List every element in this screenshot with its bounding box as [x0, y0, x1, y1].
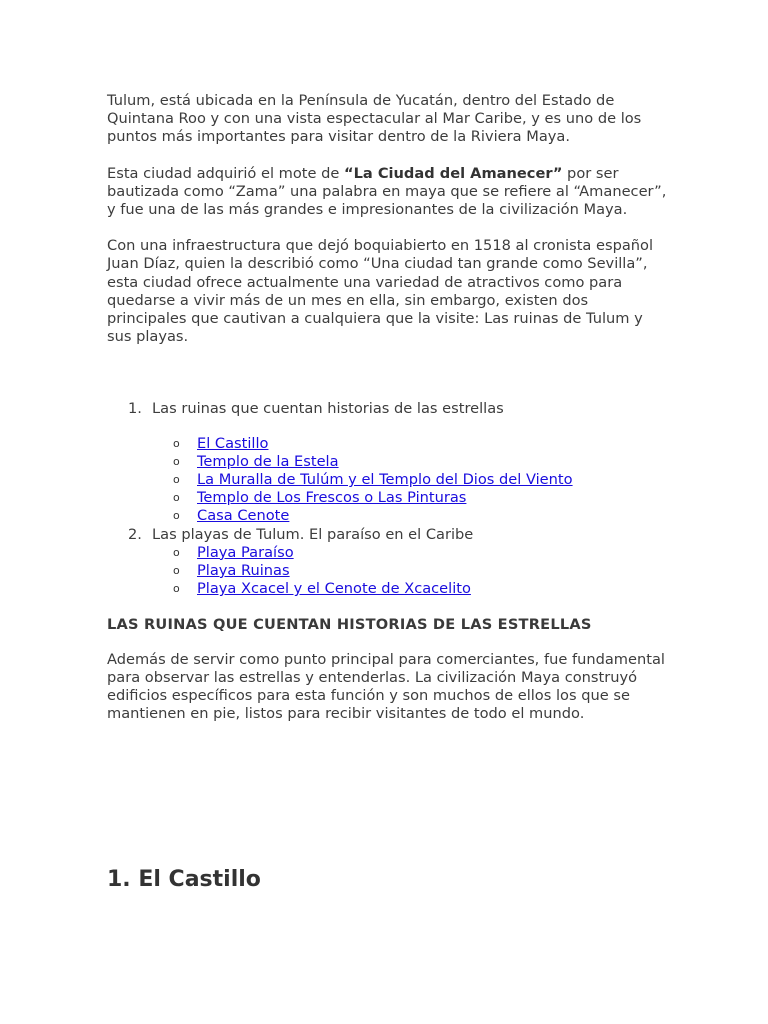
toc-item-1-label: Las ruinas que cuentan historias de las estrellas [152, 400, 504, 418]
intro-p2-end: por ser bautizada como “Zama” una palabra en maya que se refiere al “Amanecer”, y fue una de las más grandes e impresionantes de la civilización Maya. [107, 164, 667, 219]
section-heading: LAS RUINAS QUE CUENTAN HISTORIAS DE LAS ESTRELLAS [107, 616, 592, 634]
section-paragraph: Además de servir como punto principal para comerciantes, fue fundamental para observar las estrellas y entenderlas. La civilización Maya construyó edificios específicos para esta función y son muchos de ellos los que se mantienen en pie, listos para recibir visitantes de todo el mundo. [107, 650, 665, 723]
list-item [173, 435, 667, 453]
bullet-marker: o [173, 509, 180, 523]
bullet-marker: o [173, 563, 180, 577]
toc-item-2-label: Las playas de Tulum. El paraíso en el Caribe [152, 525, 474, 543]
intro-p2-start: Esta ciudad adquirió el mote de [107, 164, 344, 182]
list-item [173, 544, 667, 562]
list-item [173, 489, 667, 507]
toc-item-2-sublist [173, 544, 667, 599]
intro-p2-bold: “La Ciudad del Amanecer” [344, 164, 563, 182]
toc-item-2 [128, 526, 667, 544]
toc-item-1-sublist [173, 435, 667, 526]
link-playa-ruinas[interactable]: Playa Ruinas [197, 561, 290, 579]
intro-paragraph-2 [107, 165, 667, 220]
table-of-contents [107, 400, 667, 598]
link-templo-estela[interactable]: Templo de la Estela [197, 452, 339, 470]
bullet-marker: o [173, 473, 180, 487]
list-item [173, 453, 667, 471]
link-playa-xcacel[interactable]: Playa Xcacel y el Cenote de Xcacelito [197, 580, 471, 598]
bullet-marker: o [173, 454, 180, 468]
list-item [173, 580, 667, 598]
document-body [107, 92, 667, 723]
subheading-el-castillo: 1. El Castillo [107, 867, 261, 892]
toc-item-1 [128, 400, 667, 418]
link-muralla-tulum[interactable]: La Muralla de Tulúm y el Templo del Dios del Viento [197, 471, 573, 489]
list-item [173, 562, 667, 580]
toc-item-1-number: 1. [128, 400, 142, 418]
intro-paragraph-3: Con una infraestructura que dejó boquiabierto en 1518 al cronista español Juan Díaz, quien la describió como “Una ciudad tan grande como Sevilla”, esta ciudad ofrece actualmente una variedad de atractivos como para quedarse a vivir más de un mes en ella, sin embargo, existen dos principales que cautivan a cualquiera que la visite: Las ruinas de Tulum y sus playas. [107, 237, 654, 346]
intro-paragraph-1: Tulum, está ubicada en la Península de Yucatán, dentro del Estado de Quintana Roo y con una vista espectacular al Mar Caribe, y es uno de los puntos más importantes para visitar dentro de la Riviera Maya. [107, 92, 642, 146]
link-casa-cenote[interactable]: Casa Cenote [197, 507, 290, 525]
link-el-castillo[interactable]: El Castillo [197, 434, 269, 452]
link-templo-frescos[interactable]: Templo de Los Frescos o Las Pinturas [197, 489, 467, 507]
bullet-marker: o [173, 491, 180, 505]
link-playa-paraiso[interactable]: Playa Paraíso [197, 543, 294, 561]
bullet-marker: o [173, 436, 180, 450]
toc-item-2-number: 2. [128, 525, 142, 543]
list-item [173, 471, 667, 489]
bullet-marker: o [173, 545, 180, 559]
list-item [173, 507, 667, 525]
bullet-marker: o [173, 582, 180, 596]
